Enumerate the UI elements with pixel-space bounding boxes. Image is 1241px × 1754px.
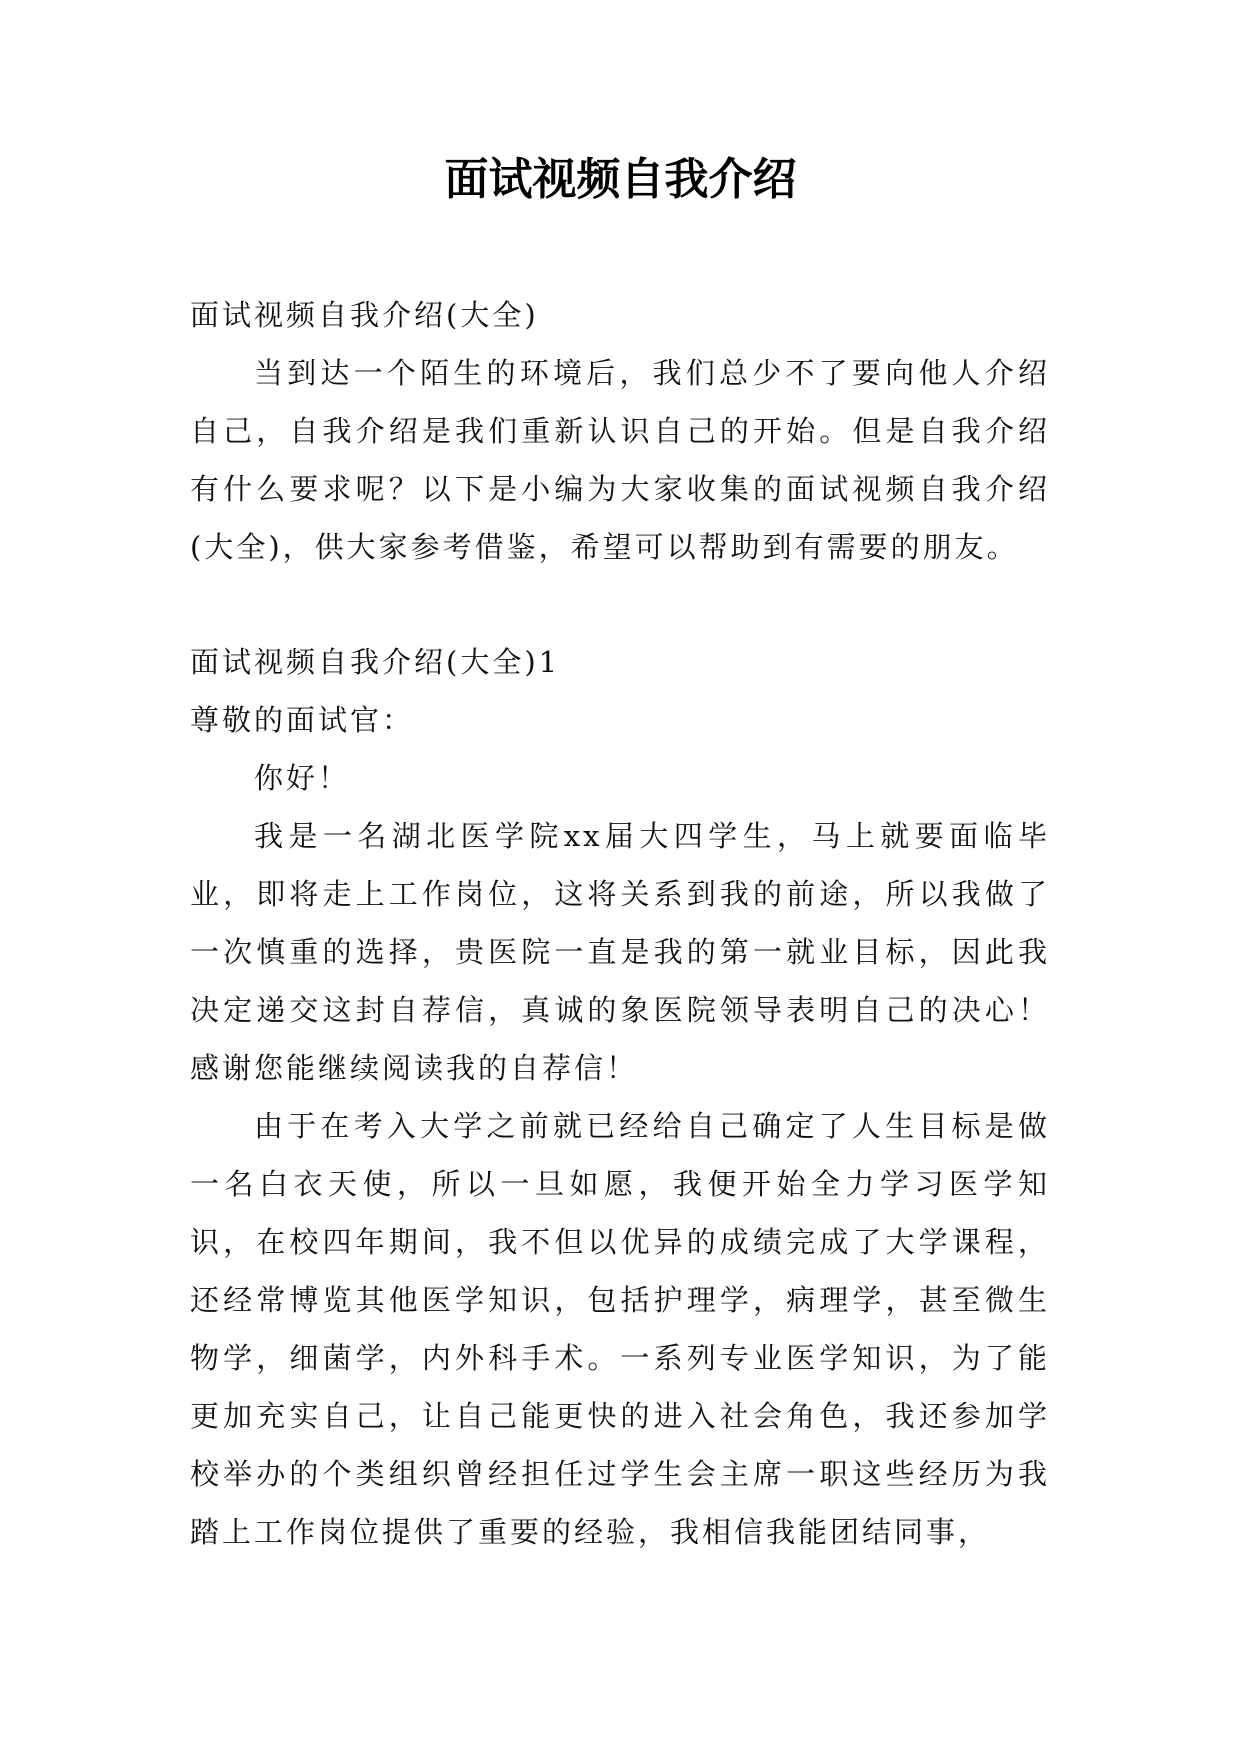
- salutation: 尊敬的面试官：: [190, 703, 415, 737]
- section-1-paragraph-2: 由于在考入大学之前就已经给自己确定了人生目标是做一名白衣天使，所以一旦如愿，我便开始全力学习医学知识，在校四年期间，我不但以优异的成绩完成了大学课程，还经常博览其他医学知识，包括护理学，病理学，甚至微生物学，细菌学，内外科手术。一系列专业医学知识，为了能更加充实自己，让自己能更快的进入社会角色，我还参加学校举办的个类组织曾经担任过学生会主席一职这些经历为我踏上工作岗位提供了重要的经验，我相信我能团结同事，: [190, 1109, 1050, 1549]
- section-1: [190, 633, 1050, 1561]
- greeting: 你好！: [254, 761, 351, 795]
- intro-paragraph: 当到达一个陌生的环境后，我们总少不了要向他人介绍自己，自我介绍是我们重新认识自己的开始。但是自我介绍有什么要求呢？以下是小编为大家收集的面试视频自我介绍(大全)，供大家参考借鉴，希望可以帮助到有需要的朋友。: [190, 356, 1050, 564]
- intro-heading: 面试视频自我介绍(大全): [190, 298, 539, 332]
- intro-section: [190, 286, 1050, 576]
- section-1-heading: 面试视频自我介绍(大全)1: [190, 645, 561, 679]
- section-1-paragraph-1: 我是一名湖北医学院xx届大四学生，马上就要面临毕业，即将走上工作岗位，这将关系到我的前途，所以我做了一次慎重的选择，贵医院一直是我的第一就业目标，因此我决定递交这封自荐信，真诚的象医院领导表明自己的决心！感谢您能继续阅读我的自荐信！: [190, 819, 1050, 1085]
- document-title: 面试视频自我介绍: [444, 154, 797, 205]
